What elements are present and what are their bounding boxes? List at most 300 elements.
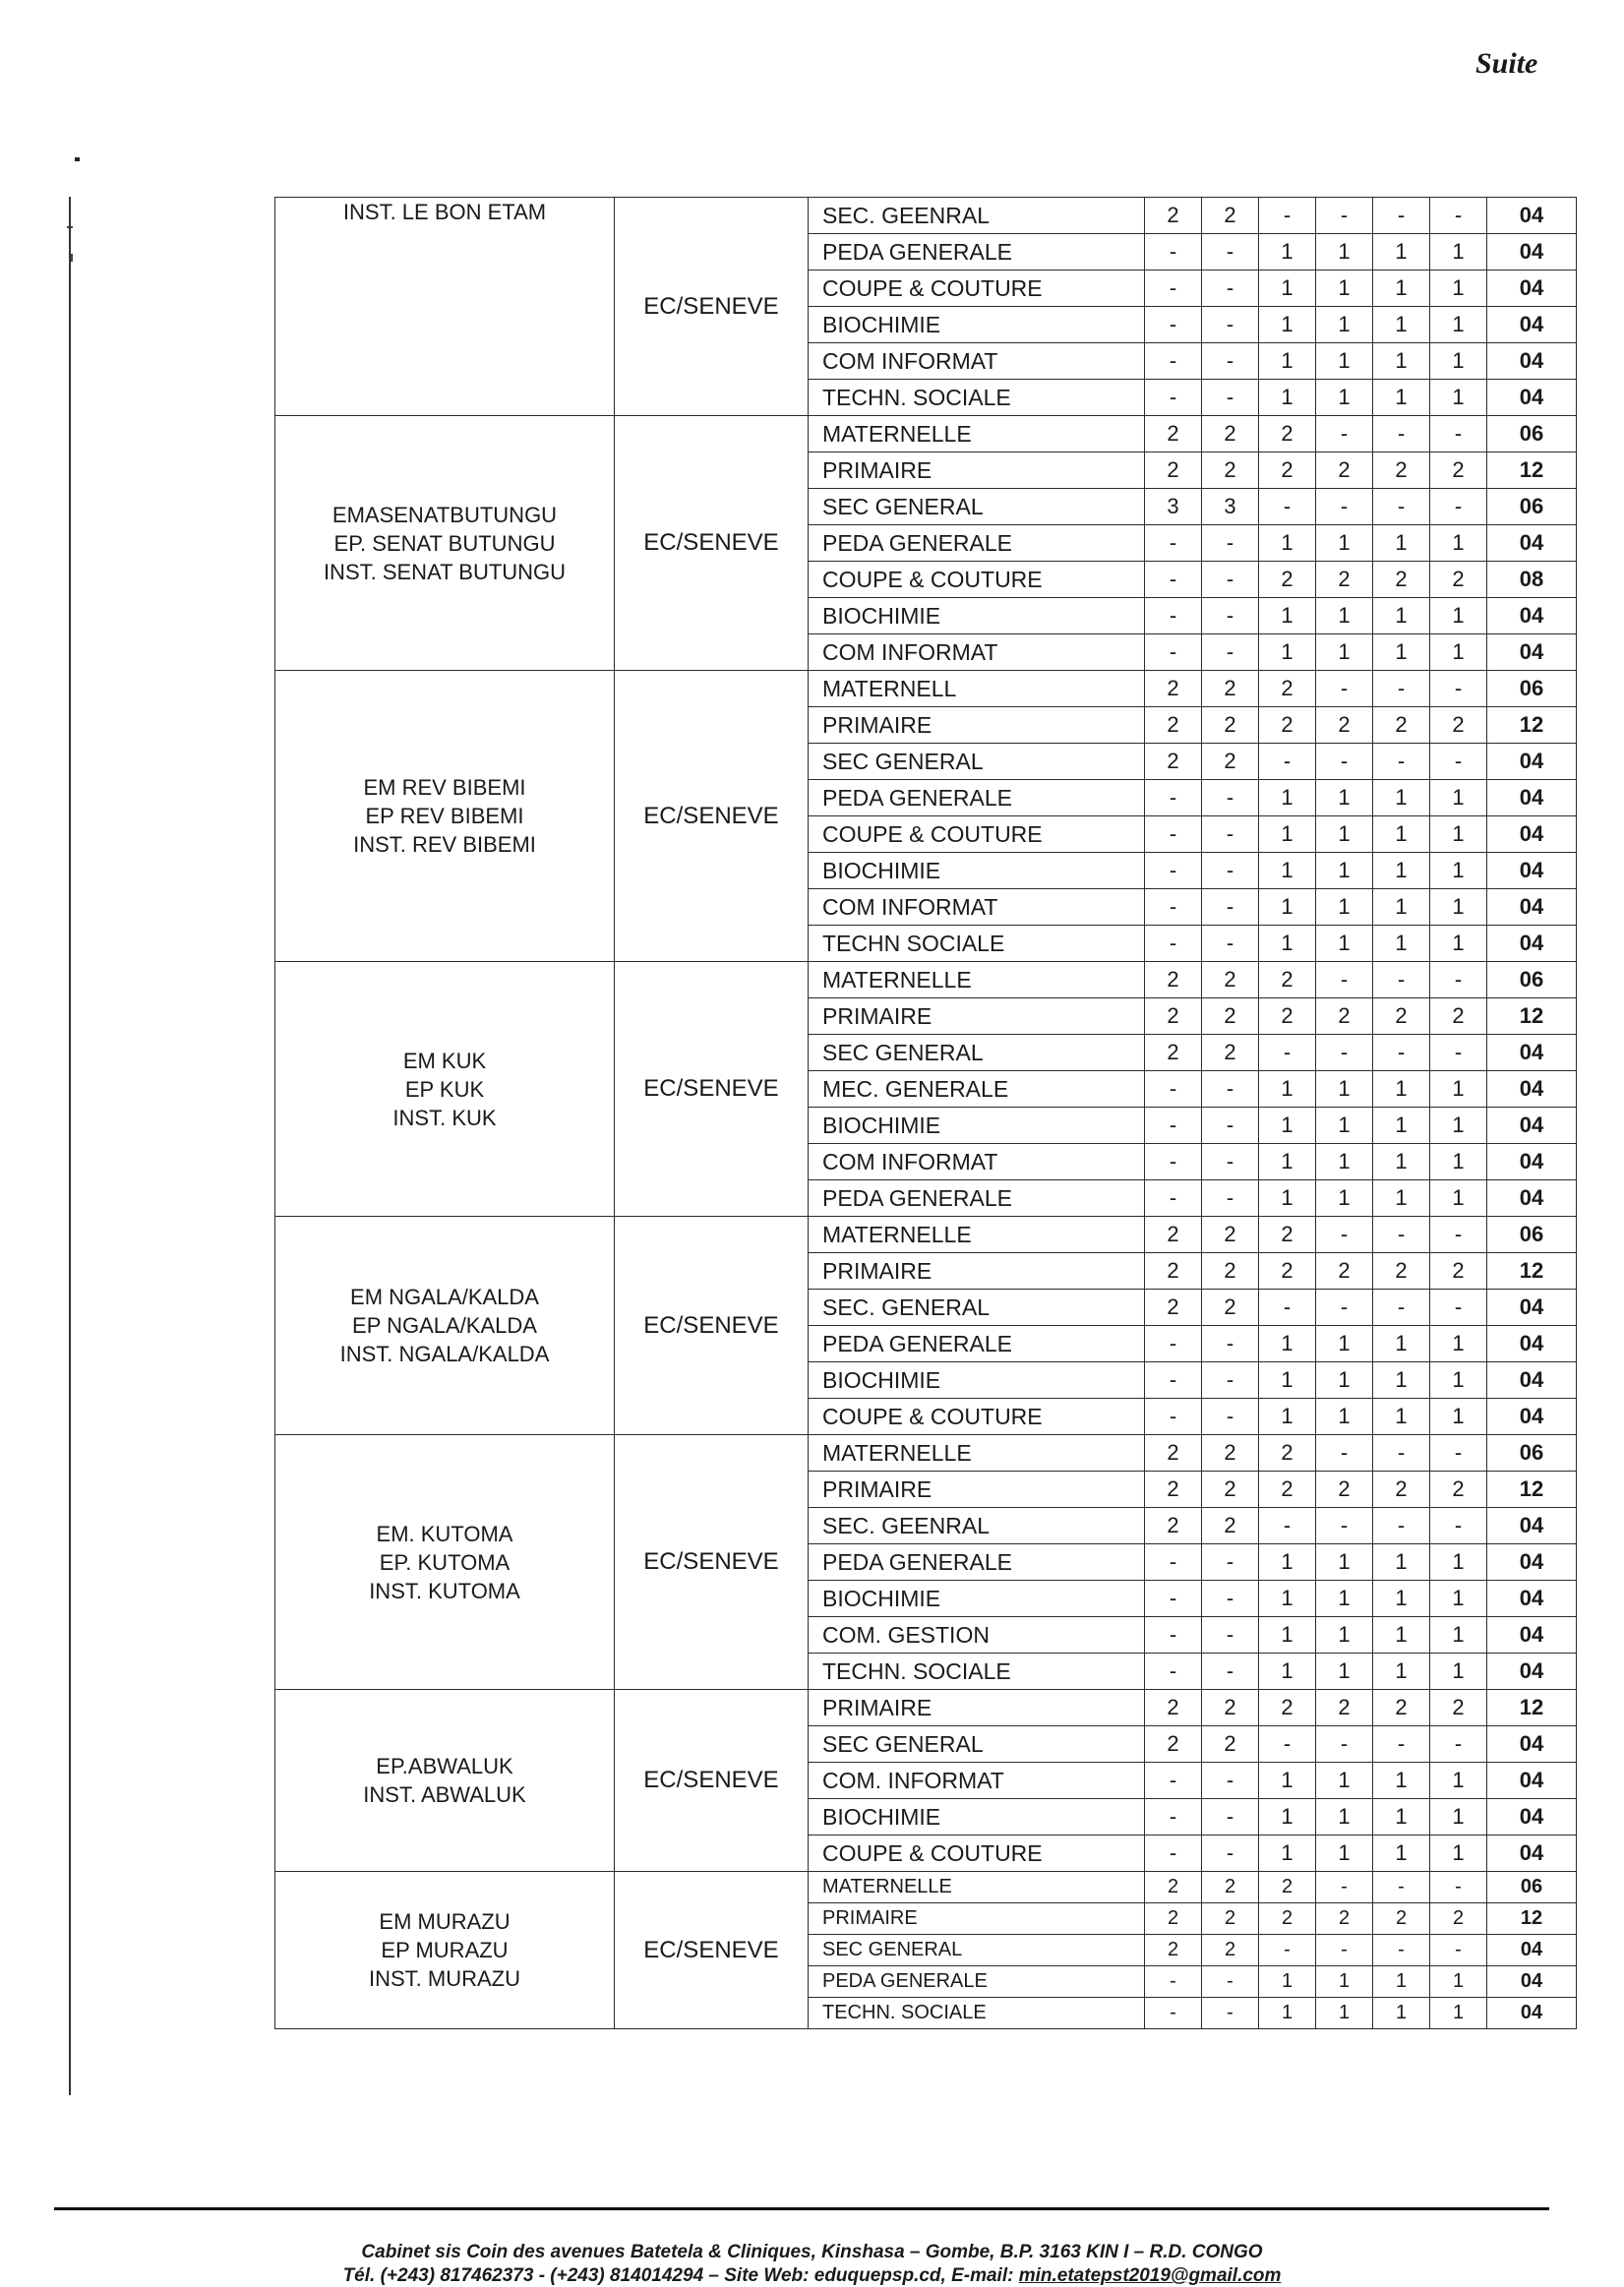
organization-cell: EC/SENEVE bbox=[615, 671, 809, 962]
class-count-cell: 1 bbox=[1259, 1399, 1316, 1435]
class-count-cell: 1 bbox=[1259, 1654, 1316, 1690]
class-count-cell: 2 bbox=[1373, 562, 1430, 598]
section-cell: COM. GESTION bbox=[809, 1617, 1145, 1654]
class-count-cell: - bbox=[1145, 1763, 1202, 1799]
class-count-cell: 1 bbox=[1259, 234, 1316, 271]
total-cell: 04 bbox=[1487, 889, 1577, 926]
class-count-cell: - bbox=[1145, 1966, 1202, 1998]
class-count-cell: - bbox=[1202, 1071, 1259, 1108]
school-name-cell bbox=[275, 962, 615, 1217]
class-count-cell: 1 bbox=[1316, 1362, 1373, 1399]
class-count-cell: 1 bbox=[1259, 1144, 1316, 1180]
class-count-cell: - bbox=[1145, 1399, 1202, 1435]
class-count-cell: 1 bbox=[1316, 1144, 1373, 1180]
class-count-cell: - bbox=[1316, 198, 1373, 234]
section-cell: PRIMAIRE bbox=[809, 998, 1145, 1035]
section-cell: BIOCHIMIE bbox=[809, 1799, 1145, 1836]
school-name-line: INST. MURAZU bbox=[369, 1966, 520, 1991]
total-cell: 04 bbox=[1487, 1799, 1577, 1836]
section-cell: MATERNELLE bbox=[809, 1435, 1145, 1472]
class-count-cell: 1 bbox=[1259, 1326, 1316, 1362]
section-cell: BIOCHIMIE bbox=[809, 853, 1145, 889]
class-count-cell: - bbox=[1430, 1726, 1487, 1763]
class-count-cell: - bbox=[1259, 1935, 1316, 1966]
section-cell: BIOCHIMIE bbox=[809, 1108, 1145, 1144]
class-count-cell: 1 bbox=[1259, 816, 1316, 853]
footer-address: Cabinet sis Coin des avenues Batetela & Cliniques, Kinshasa – Gombe, B.P. 3163 KIN I – R.D. CONGO bbox=[361, 2242, 1263, 2262]
class-count-cell: 1 bbox=[1430, 234, 1487, 271]
class-count-cell: 2 bbox=[1430, 707, 1487, 744]
class-count-cell: 1 bbox=[1430, 1581, 1487, 1617]
class-count-cell: 2 bbox=[1145, 416, 1202, 452]
total-cell: 04 bbox=[1487, 1726, 1577, 1763]
class-count-cell: - bbox=[1430, 1435, 1487, 1472]
total-cell: 04 bbox=[1487, 1617, 1577, 1654]
class-count-cell: - bbox=[1373, 489, 1430, 525]
class-count-cell: - bbox=[1430, 744, 1487, 780]
class-count-cell: 1 bbox=[1259, 889, 1316, 926]
organization-cell: EC/SENEVE bbox=[615, 416, 809, 671]
class-count-cell: 2 bbox=[1373, 1690, 1430, 1726]
class-count-cell: 1 bbox=[1259, 1799, 1316, 1836]
class-count-cell: 2 bbox=[1145, 962, 1202, 998]
class-count-cell: - bbox=[1316, 1935, 1373, 1966]
schools-table bbox=[274, 197, 1577, 2029]
section-cell: PRIMAIRE bbox=[809, 1472, 1145, 1508]
class-count-cell: 1 bbox=[1373, 271, 1430, 307]
total-cell: 04 bbox=[1487, 1836, 1577, 1872]
class-count-cell: 2 bbox=[1202, 1435, 1259, 1472]
class-count-cell: 1 bbox=[1259, 1966, 1316, 1998]
class-count-cell: 1 bbox=[1373, 1108, 1430, 1144]
school-name-cell bbox=[275, 1435, 615, 1690]
table-row bbox=[275, 1217, 1577, 1253]
class-count-cell: - bbox=[1145, 1836, 1202, 1872]
class-count-cell: 1 bbox=[1430, 380, 1487, 416]
class-count-cell: - bbox=[1202, 1362, 1259, 1399]
class-count-cell: - bbox=[1145, 853, 1202, 889]
class-count-cell: 1 bbox=[1259, 1763, 1316, 1799]
class-count-cell: 1 bbox=[1373, 1071, 1430, 1108]
class-count-cell: - bbox=[1145, 1071, 1202, 1108]
table-row bbox=[275, 1872, 1577, 1903]
class-count-cell: 1 bbox=[1430, 307, 1487, 343]
class-count-cell: 2 bbox=[1259, 671, 1316, 707]
total-cell: 04 bbox=[1487, 1071, 1577, 1108]
class-count-cell: 2 bbox=[1145, 1935, 1202, 1966]
school-name-line: INST. SENAT BUTUNGU bbox=[323, 559, 567, 584]
class-count-cell: 1 bbox=[1316, 307, 1373, 343]
section-cell: PEDA GENERALE bbox=[809, 780, 1145, 816]
class-count-cell: - bbox=[1145, 1581, 1202, 1617]
class-count-cell: 1 bbox=[1316, 1399, 1373, 1435]
section-cell: MATERNELLE bbox=[809, 416, 1145, 452]
class-count-cell: - bbox=[1202, 562, 1259, 598]
footer-email-link[interactable]: min.etatepst2019@gmail.com bbox=[1018, 2265, 1282, 2286]
total-cell: 04 bbox=[1487, 234, 1577, 271]
class-count-cell: 3 bbox=[1145, 489, 1202, 525]
class-count-cell: 2 bbox=[1259, 416, 1316, 452]
school-name-line: EP KUK bbox=[404, 1076, 485, 1102]
class-count-cell: 1 bbox=[1430, 1617, 1487, 1654]
scan-mark bbox=[71, 254, 73, 262]
class-count-cell: 2 bbox=[1316, 452, 1373, 489]
section-cell: COUPE & COUTURE bbox=[809, 1399, 1145, 1435]
class-count-cell: 1 bbox=[1430, 1362, 1487, 1399]
class-count-cell: 2 bbox=[1145, 1253, 1202, 1290]
class-count-cell: 1 bbox=[1316, 1108, 1373, 1144]
class-count-cell: 2 bbox=[1145, 998, 1202, 1035]
footer-rule bbox=[54, 2207, 1549, 2210]
class-count-cell: - bbox=[1373, 1290, 1430, 1326]
total-cell: 06 bbox=[1487, 416, 1577, 452]
organization-cell: EC/SENEVE bbox=[615, 198, 809, 416]
class-count-cell: 2 bbox=[1430, 998, 1487, 1035]
class-count-cell: 2 bbox=[1202, 744, 1259, 780]
class-count-cell: 2 bbox=[1202, 452, 1259, 489]
total-cell: 04 bbox=[1487, 1290, 1577, 1326]
class-count-cell: 1 bbox=[1430, 1966, 1487, 1998]
class-count-cell: 1 bbox=[1259, 780, 1316, 816]
class-count-cell: 1 bbox=[1259, 1180, 1316, 1217]
class-count-cell: 2 bbox=[1202, 1508, 1259, 1544]
class-count-cell: 2 bbox=[1202, 1935, 1259, 1966]
total-cell: 12 bbox=[1487, 452, 1577, 489]
class-count-cell: 1 bbox=[1259, 1362, 1316, 1399]
total-cell: 12 bbox=[1487, 1690, 1577, 1726]
class-count-cell: - bbox=[1145, 1326, 1202, 1362]
class-count-cell: - bbox=[1202, 780, 1259, 816]
class-count-cell: - bbox=[1145, 271, 1202, 307]
total-cell: 06 bbox=[1487, 1872, 1577, 1903]
table-row bbox=[275, 198, 1577, 234]
class-count-cell: - bbox=[1202, 1998, 1259, 2029]
class-count-cell: - bbox=[1430, 1872, 1487, 1903]
class-count-cell: - bbox=[1316, 416, 1373, 452]
class-count-cell: 1 bbox=[1373, 1654, 1430, 1690]
class-count-cell: - bbox=[1145, 562, 1202, 598]
total-cell: 04 bbox=[1487, 1108, 1577, 1144]
section-cell: PEDA GENERALE bbox=[809, 234, 1145, 271]
class-count-cell: 2 bbox=[1202, 1690, 1259, 1726]
class-count-cell: 1 bbox=[1316, 598, 1373, 634]
class-count-cell: 1 bbox=[1373, 343, 1430, 380]
class-count-cell: - bbox=[1316, 1872, 1373, 1903]
section-cell: TECHN. SOCIALE bbox=[809, 1998, 1145, 2029]
class-count-cell: 1 bbox=[1316, 380, 1373, 416]
total-cell: 04 bbox=[1487, 744, 1577, 780]
class-count-cell: 1 bbox=[1430, 1071, 1487, 1108]
class-count-cell: 2 bbox=[1316, 707, 1373, 744]
class-count-cell: 2 bbox=[1145, 1690, 1202, 1726]
class-count-cell: 2 bbox=[1145, 707, 1202, 744]
section-cell: BIOCHIMIE bbox=[809, 1362, 1145, 1399]
class-count-cell: - bbox=[1202, 1144, 1259, 1180]
class-count-cell: 1 bbox=[1430, 1998, 1487, 2029]
school-name-line: EP NGALA/KALDA bbox=[352, 1313, 537, 1338]
class-count-cell: 2 bbox=[1145, 1903, 1202, 1935]
school-name-cell bbox=[275, 671, 615, 962]
section-cell: SEC GENERAL bbox=[809, 1726, 1145, 1763]
class-count-cell: 1 bbox=[1316, 525, 1373, 562]
class-count-cell: 2 bbox=[1373, 1903, 1430, 1935]
class-count-cell: 2 bbox=[1259, 452, 1316, 489]
class-count-cell: 1 bbox=[1430, 1144, 1487, 1180]
class-count-cell: - bbox=[1430, 1217, 1487, 1253]
class-count-cell: 1 bbox=[1259, 307, 1316, 343]
class-count-cell: 2 bbox=[1430, 1903, 1487, 1935]
section-cell: PRIMAIRE bbox=[809, 452, 1145, 489]
school-name-line: EM. KUTOMA bbox=[376, 1521, 513, 1546]
class-count-cell: 1 bbox=[1259, 853, 1316, 889]
section-cell: COM INFORMAT bbox=[809, 1144, 1145, 1180]
class-count-cell: 2 bbox=[1373, 998, 1430, 1035]
class-count-cell: - bbox=[1373, 1035, 1430, 1071]
section-cell: PRIMAIRE bbox=[809, 1253, 1145, 1290]
section-cell: TECHN SOCIALE bbox=[809, 926, 1145, 962]
total-cell: 12 bbox=[1487, 707, 1577, 744]
section-cell: BIOCHIMIE bbox=[809, 307, 1145, 343]
table-row bbox=[275, 416, 1577, 452]
section-cell: SEC GENERAL bbox=[809, 1935, 1145, 1966]
total-cell: 04 bbox=[1487, 380, 1577, 416]
class-count-cell: 1 bbox=[1316, 1544, 1373, 1581]
total-cell: 04 bbox=[1487, 1399, 1577, 1435]
school-name-line: EM NGALA/KALDA bbox=[350, 1285, 539, 1309]
class-count-cell: - bbox=[1316, 1726, 1373, 1763]
section-cell: PEDA GENERALE bbox=[809, 525, 1145, 562]
section-cell: MEC. GENERALE bbox=[809, 1071, 1145, 1108]
class-count-cell: - bbox=[1430, 962, 1487, 998]
class-count-cell: 2 bbox=[1259, 707, 1316, 744]
class-count-cell: - bbox=[1202, 1326, 1259, 1362]
class-count-cell: - bbox=[1202, 1836, 1259, 1872]
class-count-cell: - bbox=[1259, 198, 1316, 234]
footer-contacts bbox=[0, 2265, 1624, 2287]
class-count-cell: 1 bbox=[1316, 343, 1373, 380]
class-count-cell: 1 bbox=[1316, 1581, 1373, 1617]
class-count-cell: - bbox=[1202, 1654, 1259, 1690]
class-count-cell: 2 bbox=[1145, 1472, 1202, 1508]
class-count-cell: - bbox=[1202, 271, 1259, 307]
class-count-cell: 1 bbox=[1316, 271, 1373, 307]
class-count-cell: 1 bbox=[1430, 271, 1487, 307]
class-count-cell: - bbox=[1202, 1799, 1259, 1836]
class-count-cell: - bbox=[1202, 234, 1259, 271]
school-name-line: INST. KUTOMA bbox=[369, 1578, 520, 1603]
class-count-cell: - bbox=[1145, 1998, 1202, 2029]
class-count-cell: 2 bbox=[1430, 1472, 1487, 1508]
class-count-cell: - bbox=[1259, 1035, 1316, 1071]
class-count-cell: 1 bbox=[1373, 634, 1430, 671]
class-count-cell: 1 bbox=[1373, 1836, 1430, 1872]
class-count-cell: - bbox=[1373, 1935, 1430, 1966]
class-count-cell: 2 bbox=[1202, 1290, 1259, 1326]
section-cell: COUPE & COUTURE bbox=[809, 271, 1145, 307]
class-count-cell: 1 bbox=[1430, 343, 1487, 380]
class-count-cell: 1 bbox=[1316, 889, 1373, 926]
total-cell: 04 bbox=[1487, 198, 1577, 234]
total-cell: 04 bbox=[1487, 634, 1577, 671]
table-row bbox=[275, 962, 1577, 998]
class-count-cell: 1 bbox=[1316, 1071, 1373, 1108]
school-name-line: EP. KUTOMA bbox=[379, 1549, 511, 1575]
total-cell: 04 bbox=[1487, 1763, 1577, 1799]
school-name-cell bbox=[275, 198, 615, 416]
class-count-cell: 1 bbox=[1373, 1362, 1430, 1399]
class-count-cell: - bbox=[1145, 1654, 1202, 1690]
class-count-cell: 2 bbox=[1373, 1253, 1430, 1290]
class-count-cell: 1 bbox=[1430, 1108, 1487, 1144]
section-cell: COM INFORMAT bbox=[809, 634, 1145, 671]
section-cell: PRIMAIRE bbox=[809, 707, 1145, 744]
class-count-cell: 2 bbox=[1145, 1290, 1202, 1326]
school-name-cell bbox=[275, 1690, 615, 1872]
class-count-cell: - bbox=[1145, 816, 1202, 853]
organization-cell: EC/SENEVE bbox=[615, 1690, 809, 1872]
class-count-cell: 2 bbox=[1259, 962, 1316, 998]
class-count-cell: - bbox=[1259, 489, 1316, 525]
section-cell: PRIMAIRE bbox=[809, 1903, 1145, 1935]
class-count-cell: 2 bbox=[1316, 1690, 1373, 1726]
school-name-line: EP.ABWALUK bbox=[376, 1754, 513, 1778]
class-count-cell: 2 bbox=[1259, 998, 1316, 1035]
section-cell: SEC. GENERAL bbox=[809, 1290, 1145, 1326]
class-count-cell: 2 bbox=[1430, 1253, 1487, 1290]
class-count-cell: - bbox=[1259, 1726, 1316, 1763]
class-count-cell: - bbox=[1202, 525, 1259, 562]
class-count-cell: - bbox=[1202, 1966, 1259, 1998]
section-cell: PEDA GENERALE bbox=[809, 1180, 1145, 1217]
class-count-cell: 2 bbox=[1259, 1435, 1316, 1472]
class-count-cell: 1 bbox=[1259, 525, 1316, 562]
class-count-cell: 1 bbox=[1373, 1144, 1430, 1180]
class-count-cell: - bbox=[1373, 744, 1430, 780]
class-count-cell: - bbox=[1202, 307, 1259, 343]
class-count-cell: 1 bbox=[1316, 1654, 1373, 1690]
class-count-cell: 1 bbox=[1259, 343, 1316, 380]
total-cell: 04 bbox=[1487, 1998, 1577, 2029]
class-count-cell: 2 bbox=[1202, 671, 1259, 707]
class-count-cell: 1 bbox=[1259, 598, 1316, 634]
section-cell: PEDA GENERALE bbox=[809, 1326, 1145, 1362]
class-count-cell: - bbox=[1202, 1617, 1259, 1654]
class-count-cell: 1 bbox=[1373, 1763, 1430, 1799]
class-count-cell: 1 bbox=[1373, 380, 1430, 416]
section-cell: BIOCHIMIE bbox=[809, 598, 1145, 634]
class-count-cell: - bbox=[1202, 634, 1259, 671]
section-cell: SEC. GEENRAL bbox=[809, 198, 1145, 234]
class-count-cell: - bbox=[1373, 1726, 1430, 1763]
class-count-cell: 1 bbox=[1373, 889, 1430, 926]
class-count-cell: 1 bbox=[1430, 816, 1487, 853]
class-count-cell: 2 bbox=[1145, 1217, 1202, 1253]
class-count-cell: 1 bbox=[1430, 1763, 1487, 1799]
school-name-cell bbox=[275, 1872, 615, 2029]
class-count-cell: - bbox=[1145, 1180, 1202, 1217]
class-count-cell: 1 bbox=[1316, 234, 1373, 271]
class-count-cell: 2 bbox=[1202, 1035, 1259, 1071]
total-cell: 04 bbox=[1487, 1326, 1577, 1362]
class-count-cell: 1 bbox=[1316, 1326, 1373, 1362]
class-count-cell: - bbox=[1202, 1581, 1259, 1617]
class-count-cell: 1 bbox=[1430, 1326, 1487, 1362]
class-count-cell: - bbox=[1259, 1290, 1316, 1326]
class-count-cell: 1 bbox=[1430, 1654, 1487, 1690]
class-count-cell: 2 bbox=[1259, 1690, 1316, 1726]
class-count-cell: 2 bbox=[1145, 1435, 1202, 1472]
class-count-cell: 1 bbox=[1316, 926, 1373, 962]
total-cell: 04 bbox=[1487, 1144, 1577, 1180]
total-cell: 06 bbox=[1487, 1435, 1577, 1472]
class-count-cell: 1 bbox=[1430, 926, 1487, 962]
class-count-cell: 3 bbox=[1202, 489, 1259, 525]
total-cell: 04 bbox=[1487, 1935, 1577, 1966]
class-count-cell: - bbox=[1145, 1362, 1202, 1399]
section-cell: PEDA GENERALE bbox=[809, 1544, 1145, 1581]
class-count-cell: 1 bbox=[1316, 1617, 1373, 1654]
class-count-cell: 2 bbox=[1145, 452, 1202, 489]
class-count-cell: - bbox=[1202, 1544, 1259, 1581]
class-count-cell: - bbox=[1145, 634, 1202, 671]
table-row bbox=[275, 1690, 1577, 1726]
class-count-cell: - bbox=[1316, 962, 1373, 998]
class-count-cell: 1 bbox=[1373, 1581, 1430, 1617]
school-name-line: EM KUK bbox=[402, 1048, 487, 1073]
school-name-line: INST. ABWALUK bbox=[363, 1782, 526, 1807]
class-count-cell: - bbox=[1202, 816, 1259, 853]
class-count-cell: - bbox=[1145, 1108, 1202, 1144]
total-cell: 04 bbox=[1487, 1362, 1577, 1399]
organization-cell: EC/SENEVE bbox=[615, 1217, 809, 1435]
total-cell: 04 bbox=[1487, 598, 1577, 634]
class-count-cell: - bbox=[1373, 1435, 1430, 1472]
total-cell: 04 bbox=[1487, 1966, 1577, 1998]
class-count-cell: 1 bbox=[1316, 816, 1373, 853]
class-count-cell: 1 bbox=[1259, 634, 1316, 671]
school-name-line: EP MURAZU bbox=[381, 1938, 509, 1962]
class-count-cell: - bbox=[1202, 380, 1259, 416]
class-count-cell: 1 bbox=[1259, 1108, 1316, 1144]
section-cell: COM INFORMAT bbox=[809, 889, 1145, 926]
section-cell: MATERNELLE bbox=[809, 1217, 1145, 1253]
class-count-cell: 1 bbox=[1430, 525, 1487, 562]
school-name-line: INST. NGALA/KALDA bbox=[339, 1342, 550, 1366]
class-count-cell: 1 bbox=[1316, 1836, 1373, 1872]
school-name-line: EP REV BIBEMI bbox=[365, 804, 524, 828]
total-cell: 04 bbox=[1487, 1180, 1577, 1217]
organization-cell: EC/SENEVE bbox=[615, 962, 809, 1217]
section-cell: SEC GENERAL bbox=[809, 744, 1145, 780]
class-count-cell: 1 bbox=[1316, 1180, 1373, 1217]
class-count-cell: - bbox=[1145, 1544, 1202, 1581]
class-count-cell: 2 bbox=[1202, 962, 1259, 998]
class-count-cell: - bbox=[1430, 1290, 1487, 1326]
class-count-cell: 1 bbox=[1259, 1998, 1316, 2029]
school-name-line: EP. SENAT BUTUNGU bbox=[333, 530, 556, 556]
class-count-cell: - bbox=[1202, 889, 1259, 926]
class-count-cell: 2 bbox=[1145, 1035, 1202, 1071]
organization-cell: EC/SENEVE bbox=[615, 1435, 809, 1690]
class-count-cell: 2 bbox=[1259, 1872, 1316, 1903]
class-count-cell: - bbox=[1202, 1108, 1259, 1144]
class-count-cell: 1 bbox=[1430, 853, 1487, 889]
total-cell: 04 bbox=[1487, 1544, 1577, 1581]
section-cell: COUPE & COUTURE bbox=[809, 1836, 1145, 1872]
class-count-cell: 1 bbox=[1316, 1799, 1373, 1836]
class-count-cell: - bbox=[1145, 889, 1202, 926]
total-cell: 04 bbox=[1487, 271, 1577, 307]
